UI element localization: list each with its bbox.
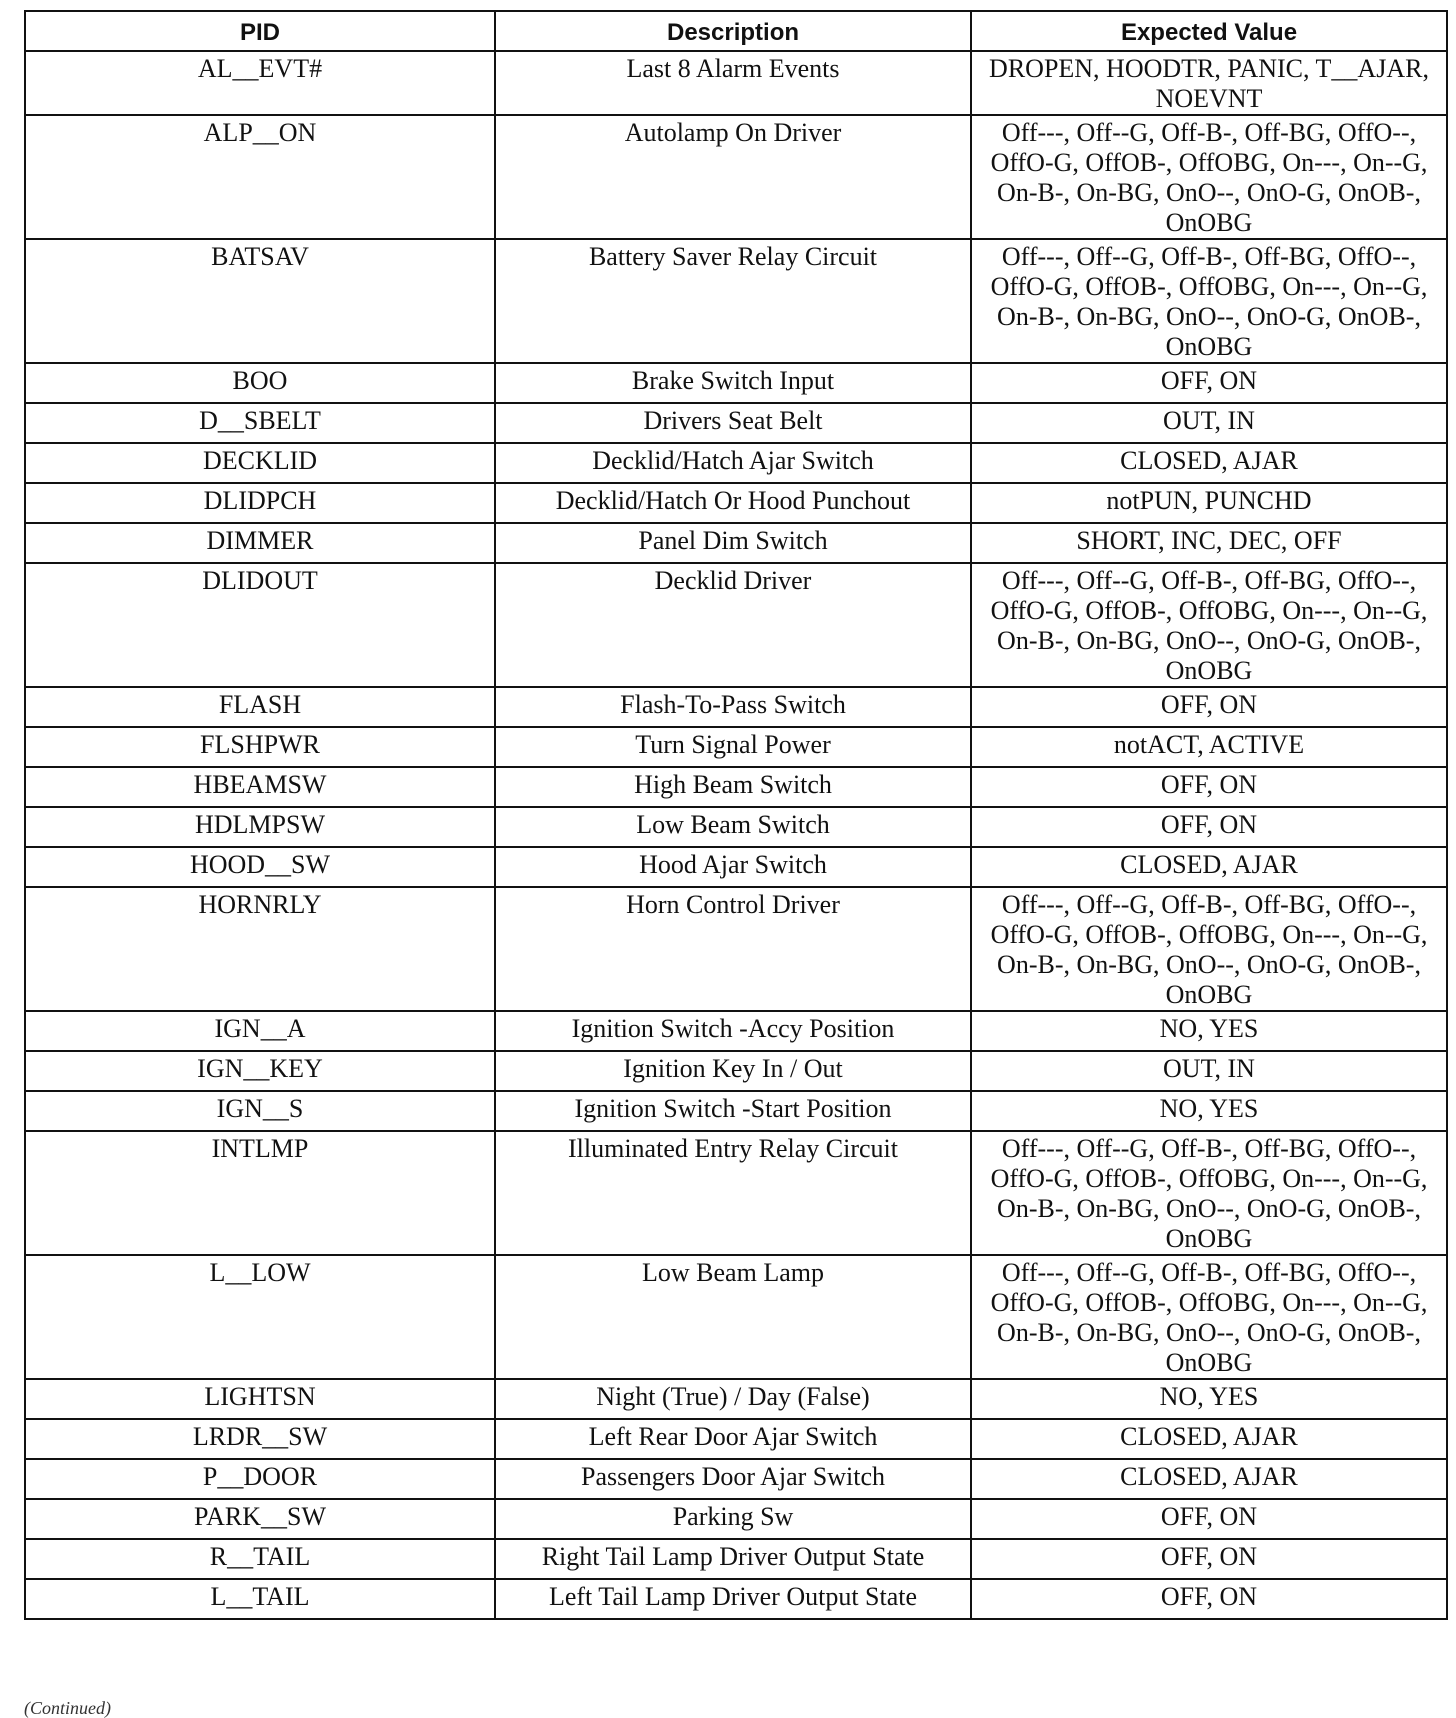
- pid-cell: ALP__ON: [25, 115, 495, 239]
- pid-cell: BOO: [25, 363, 495, 403]
- table-row: [25, 727, 1447, 767]
- description-cell: Brake Switch Input: [495, 363, 971, 403]
- pid-cell: IGN__S: [25, 1091, 495, 1131]
- pid-cell: HDLMPSW: [25, 807, 495, 847]
- expected-value-cell: OFF, ON: [971, 767, 1447, 807]
- table-row: [25, 1379, 1447, 1419]
- description-cell: Passengers Door Ajar Switch: [495, 1459, 971, 1499]
- pid-cell: AL__EVT#: [25, 51, 495, 115]
- expected-value-cell: OFF, ON: [971, 807, 1447, 847]
- expected-value-cell: Off---, Off--G, Off-B-, Off-BG, OffO--, OffO-G, OffOB-, OffOBG, On---, On--G, On-B-, On-BG, OnO--, OnO-G, OnOB-, OnOBG: [971, 239, 1447, 363]
- table-row: [25, 847, 1447, 887]
- table-row: [25, 1255, 1447, 1379]
- description-cell: Decklid/Hatch Or Hood Punchout: [495, 483, 971, 523]
- table-row: [25, 363, 1447, 403]
- pid-cell: P__DOOR: [25, 1459, 495, 1499]
- table-row: [25, 807, 1447, 847]
- table-row: [25, 1051, 1447, 1091]
- pid-cell: INTLMP: [25, 1131, 495, 1255]
- description-cell: Decklid/Hatch Ajar Switch: [495, 443, 971, 483]
- pid-cell: HOOD__SW: [25, 847, 495, 887]
- expected-value-cell: OFF, ON: [971, 1499, 1447, 1539]
- description-cell: Turn Signal Power: [495, 727, 971, 767]
- description-cell: Autolamp On Driver: [495, 115, 971, 239]
- table-row: [25, 523, 1447, 563]
- pid-cell: L__LOW: [25, 1255, 495, 1379]
- header-pid: PID: [25, 11, 495, 51]
- expected-value-cell: Off---, Off--G, Off-B-, Off-BG, OffO--, OffO-G, OffOB-, OffOBG, On---, On--G, On-B-, On-BG, OnO--, OnO-G, OnOB-, OnOBG: [971, 1255, 1447, 1379]
- description-cell: Last 8 Alarm Events: [495, 51, 971, 115]
- pid-cell: PARK__SW: [25, 1499, 495, 1539]
- table-row: [25, 1091, 1447, 1131]
- pid-cell: HORNRLY: [25, 887, 495, 1011]
- description-cell: Flash-To-Pass Switch: [495, 687, 971, 727]
- expected-value-cell: SHORT, INC, DEC, OFF: [971, 523, 1447, 563]
- table-row: [25, 483, 1447, 523]
- table-row: [25, 1011, 1447, 1051]
- pid-cell: D__SBELT: [25, 403, 495, 443]
- table-row: [25, 443, 1447, 483]
- header-expected-value: Expected Value: [971, 11, 1447, 51]
- pid-cell: BATSAV: [25, 239, 495, 363]
- description-cell: Decklid Driver: [495, 563, 971, 687]
- expected-value-cell: NO, YES: [971, 1011, 1447, 1051]
- expected-value-cell: CLOSED, AJAR: [971, 1459, 1447, 1499]
- table-row: [25, 887, 1447, 1011]
- pid-cell: DIMMER: [25, 523, 495, 563]
- expected-value-cell: OFF, ON: [971, 1579, 1447, 1619]
- expected-value-cell: Off---, Off--G, Off-B-, Off-BG, OffO--, OffO-G, OffOB-, OffOBG, On---, On--G, On-B-, On-BG, OnO--, OnO-G, OnOB-, OnOBG: [971, 115, 1447, 239]
- expected-value-cell: CLOSED, AJAR: [971, 1419, 1447, 1459]
- pid-cell: LIGHTSN: [25, 1379, 495, 1419]
- description-cell: Ignition Switch -Accy Position: [495, 1011, 971, 1051]
- table-row: [25, 1419, 1447, 1459]
- pid-cell: FLSHPWR: [25, 727, 495, 767]
- table-body: [25, 51, 1447, 1619]
- expected-value-cell: Off---, Off--G, Off-B-, Off-BG, OffO--, OffO-G, OffOB-, OffOBG, On---, On--G, On-B-, On-BG, OnO--, OnO-G, OnOB-, OnOBG: [971, 887, 1447, 1011]
- pid-cell: IGN__A: [25, 1011, 495, 1051]
- table-row: [25, 115, 1447, 239]
- description-cell: Ignition Switch -Start Position: [495, 1091, 971, 1131]
- description-cell: Low Beam Switch: [495, 807, 971, 847]
- pid-cell: FLASH: [25, 687, 495, 727]
- expected-value-cell: OFF, ON: [971, 687, 1447, 727]
- pid-cell: HBEAMSW: [25, 767, 495, 807]
- description-cell: Right Tail Lamp Driver Output State: [495, 1539, 971, 1579]
- table-row: [25, 563, 1447, 687]
- expected-value-cell: notPUN, PUNCHD: [971, 483, 1447, 523]
- description-cell: Left Tail Lamp Driver Output State: [495, 1579, 971, 1619]
- header-row: [25, 11, 1447, 51]
- description-cell: Left Rear Door Ajar Switch: [495, 1419, 971, 1459]
- header-description: Description: [495, 11, 971, 51]
- description-cell: Night (True) / Day (False): [495, 1379, 971, 1419]
- description-cell: Panel Dim Switch: [495, 523, 971, 563]
- pid-cell: L__TAIL: [25, 1579, 495, 1619]
- description-cell: Parking Sw: [495, 1499, 971, 1539]
- expected-value-cell: Off---, Off--G, Off-B-, Off-BG, OffO--, OffO-G, OffOB-, OffOBG, On---, On--G, On-B-, On-BG, OnO--, OnO-G, OnOB-, OnOBG: [971, 1131, 1447, 1255]
- expected-value-cell: OFF, ON: [971, 363, 1447, 403]
- expected-value-cell: OUT, IN: [971, 1051, 1447, 1091]
- description-cell: Hood Ajar Switch: [495, 847, 971, 887]
- pid-cell: LRDR__SW: [25, 1419, 495, 1459]
- table-row: [25, 1499, 1447, 1539]
- expected-value-cell: NO, YES: [971, 1379, 1447, 1419]
- description-cell: High Beam Switch: [495, 767, 971, 807]
- table-row: [25, 687, 1447, 727]
- table-header: [25, 11, 1447, 51]
- pid-cell: DLIDPCH: [25, 483, 495, 523]
- table-row: [25, 239, 1447, 363]
- description-cell: Illuminated Entry Relay Circuit: [495, 1131, 971, 1255]
- table-row: [25, 403, 1447, 443]
- table-row: [25, 1131, 1447, 1255]
- expected-value-cell: CLOSED, AJAR: [971, 443, 1447, 483]
- description-cell: Battery Saver Relay Circuit: [495, 239, 971, 363]
- description-cell: Ignition Key In / Out: [495, 1051, 971, 1091]
- expected-value-cell: NO, YES: [971, 1091, 1447, 1131]
- description-cell: Horn Control Driver: [495, 887, 971, 1011]
- expected-value-cell: DROPEN, HOODTR, PANIC, T__AJAR, NOEVNT: [971, 51, 1447, 115]
- expected-value-cell: notACT, ACTIVE: [971, 727, 1447, 767]
- expected-value-cell: OFF, ON: [971, 1539, 1447, 1579]
- table-row: [25, 1579, 1447, 1619]
- continued-note: (Continued): [24, 1698, 111, 1718]
- table-row: [25, 1459, 1447, 1499]
- description-cell: Drivers Seat Belt: [495, 403, 971, 443]
- expected-value-cell: Off---, Off--G, Off-B-, Off-BG, OffO--, OffO-G, OffOB-, OffOBG, On---, On--G, On-B-, On-BG, OnO--, OnO-G, OnOB-, OnOBG: [971, 563, 1447, 687]
- table-row: [25, 1539, 1447, 1579]
- pid-cell: IGN__KEY: [25, 1051, 495, 1091]
- expected-value-cell: CLOSED, AJAR: [971, 847, 1447, 887]
- pid-table: [24, 10, 1448, 1620]
- table-row: [25, 51, 1447, 115]
- pid-cell: R__TAIL: [25, 1539, 495, 1579]
- expected-value-cell: OUT, IN: [971, 403, 1447, 443]
- pid-cell: DECKLID: [25, 443, 495, 483]
- table-row: [25, 767, 1447, 807]
- description-cell: Low Beam Lamp: [495, 1255, 971, 1379]
- pid-cell: DLIDOUT: [25, 563, 495, 687]
